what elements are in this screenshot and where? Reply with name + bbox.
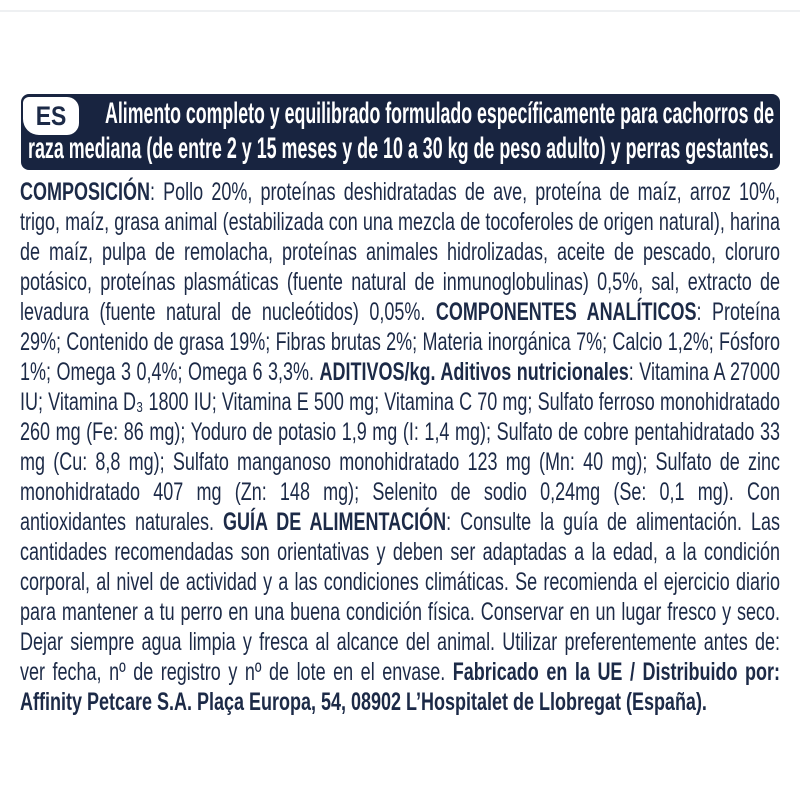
header-line-1-text: Alimento completo y equilibrado formulado específicamente para cachorros de xyxy=(105,97,775,130)
label-body-text: COMPOSICIÓN: Pollo 20%, proteínas deshidratadas de ave, proteína de maíz, arroz 10%, trigo, maíz, grasa animal (estabilizada con una mezcla de tocoferoles de origen natural), harina de maíz, pulpa de remolacha, proteínas animales hidrolizadas, aceite de pescado, cloruro potásico, proteínas plasmáticas (fuente natural de inmunoglobulinas) 0,5%, sal, extracto de levadura (fuente natural de nucleótidos) 0,05%. COMPONENTES ANALÍTICOS: Proteína 29%; Contenido de grasa 19%; Fibras brutas 2%; Materia inorgánica 7%; Calcio 1,2%; Fósforo 1%; Omega 3 0,4%; Omega 6 3,3%. ADITIVOS/kg. Aditivos nutricionales: Vitamina A 27000 IU; Vitamina D₃ 1800 IU; Vitamina E 500 mg; Vitamina C 70 mg; Sulfato ferroso monohidratado 260 mg (Fe: 86 mg); Yoduro de potasio 1,9 mg (I: 1,4 mg); Sulfato de cobre pentahidratado 33 mg (Cu: 8,8 mg); Sulfato manganoso monohidratado 123 mg (Mn: 40 mg); Sulfato de zinc monohidratado 407 mg (Zn: 148 mg); Selenito de sodio 0,24mg (Se: 0,1 mg). Con antioxidantes naturales. GUÍA DE ALIMENTACIÓN: Consulte la guía de alimentación. Las cantidades recomendadas son orientativas y deben ser adaptadas a la edad, a la condición corporal, al nivel de actividad y a las condiciones climáticas. Se recomienda el ejercicio diario para mantener a tu perro en una buena condición física. Conservar en un lugar fresco y seco. Dejar siempre agua limpia y fresca al alcance del animal. Utilizar preferentemente antes de: ver fecha, nº de registro y nº de lote en el envase. Fabricado en la UE / Distribuido por: Affinity Petcare S.A. Plaça Europa, 54, 08902 L’Hospitalet de Llobregat (España). xyxy=(20,178,781,716)
language-badge-label: ES xyxy=(35,100,67,131)
header-band xyxy=(21,94,780,170)
language-badge xyxy=(23,97,79,135)
label-body xyxy=(20,177,780,777)
header-line-2-text: raza mediana (de entre 2 y 15 meses y de 10 a 30 kg de peso adulto) y perras gestantes. xyxy=(28,132,774,165)
header-line-1 xyxy=(105,96,774,131)
header-line-2 xyxy=(28,131,774,166)
photo-top-edge-line xyxy=(0,10,800,12)
